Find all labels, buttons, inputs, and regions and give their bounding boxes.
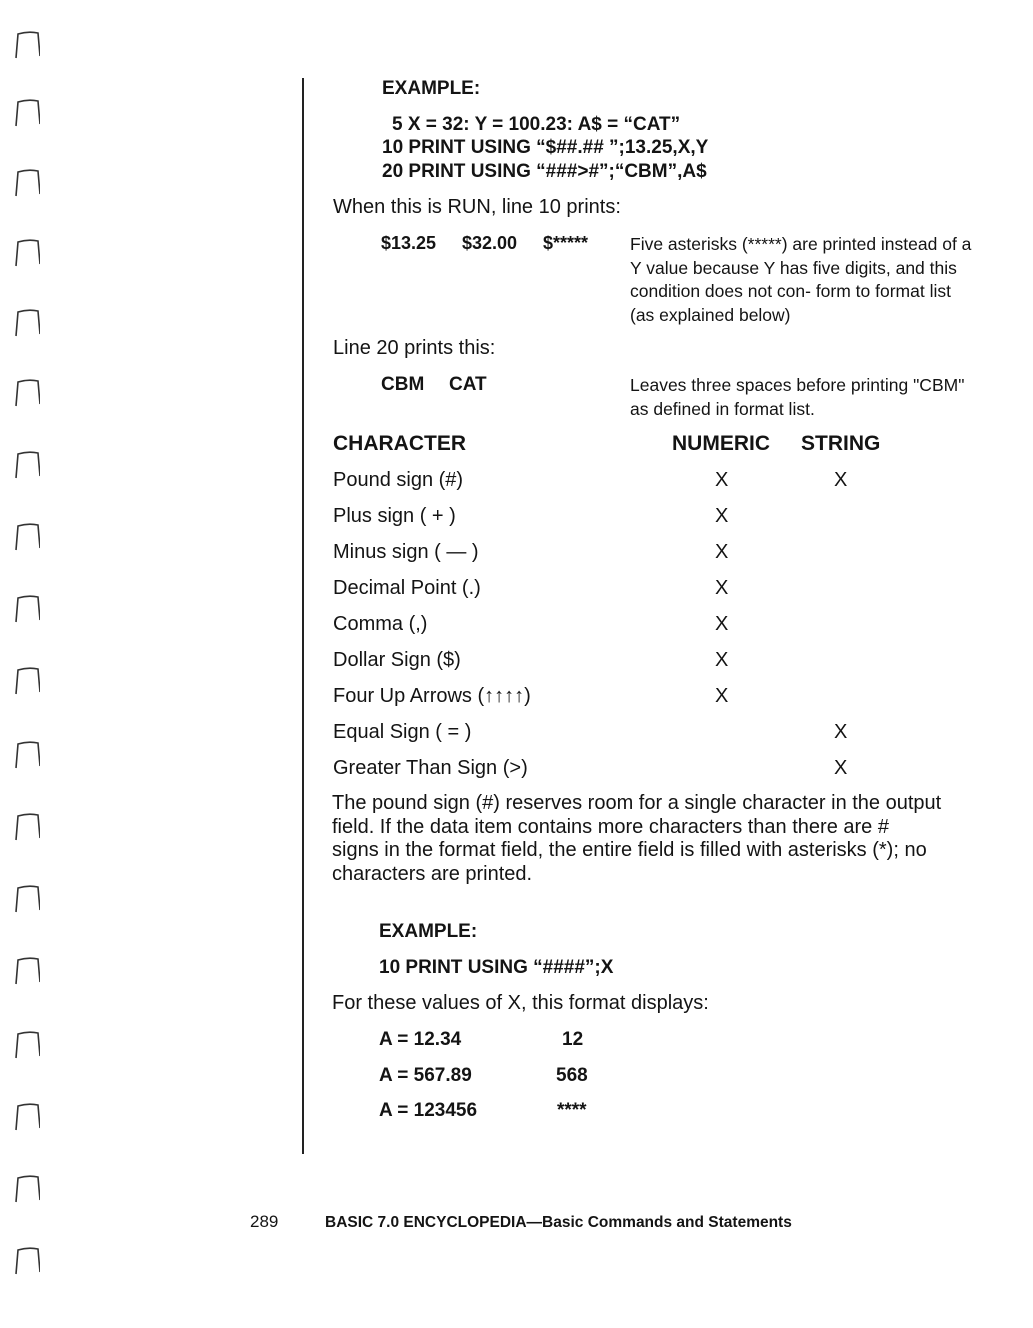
page-number: 289 (250, 1212, 279, 1231)
binder-hole-mark (8, 1030, 40, 1060)
row-numeric: X (715, 649, 729, 671)
value-expr: A = 12.34 (379, 1029, 462, 1050)
line20-text: Line 20 prints this: (333, 337, 496, 359)
code-line-5: 5 X = 32: Y = 100.23: A$ = “CAT” (392, 114, 681, 135)
example-heading: EXAMPLE: (382, 78, 481, 99)
row-numeric: X (715, 613, 729, 635)
binder-hole-mark (8, 594, 40, 624)
row-character: Equal Sign ( = ) (333, 721, 472, 743)
row-string: X (834, 721, 848, 743)
pound-sign-paragraph (332, 792, 982, 886)
value-expr: A = 567.89 (379, 1065, 472, 1086)
binder-hole-mark (8, 98, 40, 128)
paragraph-line: characters are printed. (332, 862, 533, 885)
code-line-20: 20 PRINT USING “###>#”;“CBM”,A$ (382, 161, 707, 182)
example2-heading: EXAMPLE: (379, 921, 478, 942)
header-string: STRING (801, 432, 881, 455)
binder-hole-mark (8, 884, 40, 914)
output-value-2: $32.00 (462, 233, 518, 253)
row-character: Plus sign ( + ) (333, 505, 456, 527)
binder-hole-mark (8, 956, 40, 986)
row-character: Dollar Sign ($) (333, 649, 461, 671)
binder-hole-mark (8, 522, 40, 552)
binder-hole-mark (8, 1174, 40, 1204)
binder-hole-mark (8, 378, 40, 408)
row-character: Four Up Arrows (↑↑↑↑) (333, 685, 531, 707)
run-text: When this is RUN, line 10 prints: (333, 196, 621, 218)
binder-hole-mark (8, 1102, 40, 1132)
value-expr: A = 123456 (379, 1100, 478, 1121)
binder-hole-mark (8, 168, 40, 198)
row-character: Greater Than Sign (>) (333, 757, 528, 779)
values-text: For these values of X, this format displays: (332, 992, 709, 1014)
output-value-3: $***** (543, 233, 589, 253)
line20-note: Leaves three spaces before printing "CBM" as defined in format list. (630, 375, 965, 419)
row-numeric: X (715, 505, 729, 527)
row-character: Decimal Point (.) (333, 577, 481, 599)
example2-code-line: 10 PRINT USING “####”;X (379, 957, 614, 978)
row-character: Minus sign ( — ) (333, 541, 479, 563)
margin-rule (302, 78, 304, 1154)
paragraph-line: field. If the data item contains more characters than there are # (332, 815, 889, 838)
footer-title (325, 1214, 792, 1232)
code-line-10: 10 PRINT USING “$##.## ”;13.25,X,Y (382, 137, 709, 158)
binder-hole-mark (8, 450, 40, 480)
row-numeric: X (715, 685, 729, 707)
row-character: Comma (,) (333, 613, 428, 635)
footer-title-bold: BASIC 7.0 ENCYCLOPEDIA— (325, 1214, 543, 1231)
value-result: **** (557, 1100, 587, 1121)
paragraph-line: The pound sign (#) reserves room for a single character in the output (332, 792, 942, 814)
row-numeric: X (715, 577, 729, 599)
row-string: X (834, 757, 848, 779)
footer-title-rest: Basic Commands and Statements (542, 1214, 792, 1231)
value-result: 568 (556, 1065, 588, 1086)
header-character: CHARACTER (333, 432, 466, 455)
line10-note: Five asterisks (*****) are printed instead of a Y value because Y has five digits, and this condition does not con- form to format list (as explained below) (630, 234, 972, 325)
row-numeric: X (715, 541, 729, 563)
output-value-1: $13.25 (381, 233, 437, 253)
binder-hole-mark (8, 812, 40, 842)
output-cbm: CBM (381, 374, 425, 395)
binder-hole-mark (8, 238, 40, 268)
binder-hole-mark (8, 30, 40, 60)
binder-hole-mark (8, 740, 40, 770)
row-character: Pound sign (#) (333, 469, 464, 491)
row-numeric: X (715, 469, 729, 491)
paragraph-line: signs in the format field, the entire field is filled with asterisks (*); no (332, 839, 927, 861)
binder-hole-mark (8, 1246, 40, 1276)
binder-hole-mark (8, 666, 40, 696)
row-string: X (834, 469, 848, 491)
value-result: 12 (562, 1029, 584, 1050)
output-cat: CAT (449, 374, 487, 395)
binder-hole-mark (8, 308, 40, 338)
header-numeric: NUMERIC (672, 432, 770, 455)
